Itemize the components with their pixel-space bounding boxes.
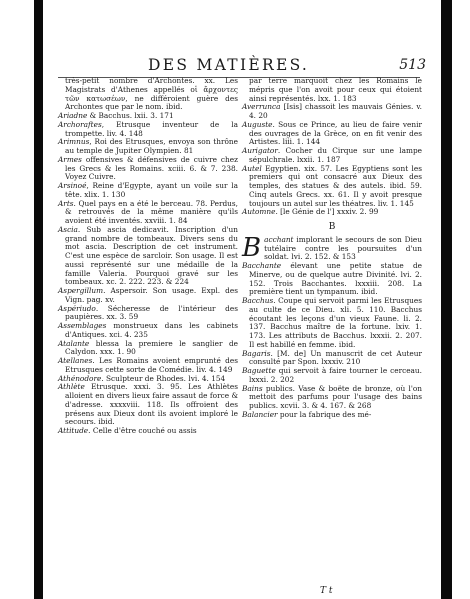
section-letter: B bbox=[328, 222, 336, 232]
index-entry-text: Athénodore. Sculpteur de Rhodes. lvi. 4. 154 bbox=[58, 373, 226, 383]
index-entry bbox=[242, 350, 422, 368]
index-entry-text: Averrunca [Isis] chassoit les mauvais Génies. v. 4. 20 bbox=[242, 102, 422, 120]
index-entry bbox=[58, 200, 238, 226]
index-entry bbox=[58, 383, 238, 427]
page-number: 513 bbox=[399, 57, 426, 73]
index-entry bbox=[242, 165, 422, 209]
drop-cap: B bbox=[242, 232, 262, 263]
index-entry-text: Automne. [le Génie de l'] xxxiv. 2. 99 bbox=[242, 207, 379, 217]
index-entry bbox=[58, 357, 238, 375]
index-entry bbox=[58, 156, 238, 182]
index-entry bbox=[58, 182, 238, 200]
index-entry-text: Bacchante élevant une petite statue de Minerve, ou de quelque autre Divinité. lvi. 2. 152. Trois Bacchantes. lxxxiii. 208. La première tient un tympanum. ibid. bbox=[242, 261, 422, 297]
index-entry-text: acchant implorant le secours de son Dieu tutélaire contre les poursuites d'un soldat. lvi. 2. 152. & 153 bbox=[264, 234, 422, 262]
index-entry bbox=[242, 297, 422, 350]
index-column-left bbox=[58, 77, 238, 436]
index-entry bbox=[58, 138, 238, 156]
index-entry-text: Ariadne & Bacchus. lxii. 3. 171 bbox=[58, 111, 174, 120]
index-entry bbox=[58, 226, 238, 287]
index-entry-text: Atellanes. Les Romains avoient emprunté des Etrusques cette sorte de Comédie. liv. 4. 149 bbox=[58, 356, 238, 374]
index-entry-text: Archoraftes, Etrusque inventeur de la trompette. liv. 4. 148 bbox=[58, 119, 238, 138]
index-entry-text: Auguste. Sous ce Prince, au lieu de faire venir des ouvrages de la Grèce, on en fit venir des Artistes. liii. 1. 144 bbox=[242, 119, 422, 147]
index-entry bbox=[242, 147, 422, 165]
index-entry-text: Aspériudo. Sécheresse de l'intérieur des paupières. xx. 3. 59 bbox=[58, 303, 238, 322]
index-entry bbox=[242, 367, 422, 385]
index-entry-text: Armes offensives & défensives de cuivre chez les Grecs & les Romains. xciii. 6. & 7. 238. Voyez Cuivre. bbox=[58, 154, 238, 182]
index-entry bbox=[242, 121, 422, 147]
index-entry-text: Bacchus. Coupe qui servoit parmi les Etrusques au culte de ce Dieu. xli. 5. 110. Bacchus écoutant les leçons d'un vieux Faune. li. 2. 137. Bacchus maître de la fortune. lxiv. 1. 173. Les attributs de Bacchus. lxxxii. 2. 207. Il est habillé en femme. ibid. bbox=[242, 296, 422, 349]
index-entry bbox=[58, 427, 238, 436]
index-entry bbox=[58, 305, 238, 323]
index-entry bbox=[58, 121, 238, 139]
index-entry bbox=[242, 208, 422, 217]
index-entry-text: Arts. Quel pays en a été le berceau. 78. Perdus, & retrouvés de la même manière qu'ils avoient été inventés. xxviii. 1. 84 bbox=[58, 198, 238, 225]
index-entry bbox=[242, 411, 422, 420]
index-entry bbox=[242, 77, 422, 103]
index-entry-text: Bagaris. [M. de] Un manuscrit de cet Auteur consulté par Spon. lxxxiv. 210 bbox=[242, 348, 422, 367]
index-column-right bbox=[242, 77, 422, 420]
index-entry bbox=[242, 385, 422, 411]
index-entry-text: Balancier pour la fabrique des mé- bbox=[242, 409, 372, 419]
index-entry-text: Arsinoé, Reine d'Egypte, ayant un voile sur la tête. xlix. 1. 130 bbox=[58, 181, 238, 199]
index-entry-text: Athlète Etrusque. xxxi. 3. 95. Les Athlètes alloient en divers lieux faire assaut de force & d'adresse. xxxxviii. 118. Ils offroient des présens aux Dieux dont ils avoient imploré le secours. ibid. bbox=[58, 382, 238, 427]
index-entry-text: Aspergillum. Aspersoir. Son usage. Expl. des Vign. pag. xv. bbox=[58, 286, 238, 304]
index-entry-text: Ascia. Sub ascia dedicavit. Inscription d'un grand nombre de tombeaux. Divers sens du mot ascia. Description de cet instrument. C'est une espèce de sarcloir. Son usage. Il est aussi représenté sur une médaille de la famille Valeria. Pourquoi gravé sur les tombeaux. xc. 2. 222. 223. & 224 bbox=[58, 224, 238, 287]
index-entry-text: Attitude. Celle d'être couché ou assis bbox=[58, 426, 197, 435]
index-entry bbox=[58, 340, 238, 358]
index-entry-text: par terre marquoit chez les Romains le mépris que l'on avoit pour ceux qui étoient ainsi représentés. lxx. 1. 183 bbox=[249, 76, 422, 103]
index-entry bbox=[242, 262, 422, 297]
index-entry-text: Autel Egyptien. xix. 57. Les Egyptiens sont les premiers qui ont consacré aux Dieux des temples, des statues & des autels. ibid. 59. Cinq autels Grecs. xx. 61. Il y avoit presque toujours un autel sur les théatres. liv. 1. 145 bbox=[242, 163, 422, 208]
index-entry-text: Assemblages monstrueux dans les cabinets d'Antiques. xci. 4. 235 bbox=[58, 321, 238, 339]
index-entry-text: Aurigator. Cocher du Cirque sur une lampe sépulchrale. lxxii. 1. 187 bbox=[242, 146, 422, 164]
signature-mark: T t bbox=[320, 586, 333, 596]
index-entry-text: Baguette qui servoit à faire tourner le cerceau. lxxxi. 2. 202 bbox=[242, 366, 422, 384]
index-entry bbox=[58, 77, 238, 112]
index-entry bbox=[58, 287, 238, 305]
index-entry bbox=[242, 232, 422, 263]
index-entry bbox=[242, 103, 422, 121]
index-entry-text: Arimnus, Roi des Etrusques, envoya son thrône au temple de Jupiter Olympien. 81 bbox=[58, 137, 238, 155]
index-entry-text: Bains publics. Vase & boëte de bronze, où l'on mettoit des parfums pour l'usage des bains publics. xcvii. 3. & 4. 167. & 268 bbox=[242, 383, 422, 410]
index-entry-text: Atalante blessa la premiere le sanglier de Calydon. xxx. 1. 90 bbox=[58, 338, 238, 357]
index-entry-text: très-petit nombre d'Archontes. xx. Les Magistrats d'Athenes appellés οἱ ἄρχοντες τῶν κατωσέων, ne différoient guère des Archontes que par le nom. ibid. bbox=[65, 76, 238, 112]
book-page bbox=[48, 0, 428, 599]
page-title: DES MATIÈRES. bbox=[148, 56, 310, 74]
index-entry bbox=[58, 322, 238, 340]
